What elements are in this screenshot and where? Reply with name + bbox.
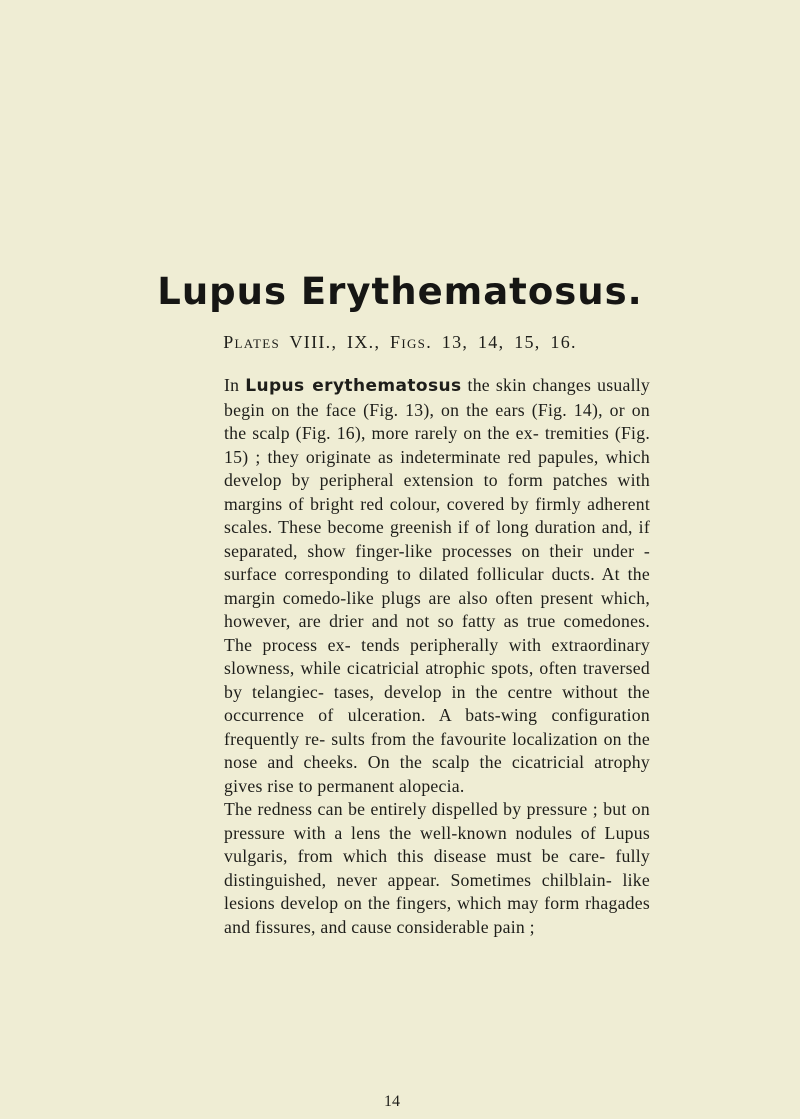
body-text (224, 374, 650, 939)
page-title: Lupus Erythematosus. (157, 270, 643, 313)
bold-term-lupus-erythematosus: Lupus erythematosus (245, 376, 462, 396)
paragraph-2: The redness can be entirely dispelled by pressure ; but on pressure with a lens the well-known nodules of Lupus vulgaris, from which this disease must be care- fully distinguished, never appear. Sometimes chilblain- like lesions develop on the fingers, which may form rhagades and fissures, and cause considerable pain ; (224, 799, 650, 937)
page-number: 14 (384, 1093, 400, 1110)
paragraph-1-text: the skin changes usually begin on the face (Fig. 13), on the ears (Fig. 14), or on the scalp (Fig. 16), more rarely on the ex- tremities (Fig. 15) ; they originate as indeterminate red papules, which develop by peripheral extension to form patches with margins of bright red colour, covered by firmly adherent scales. These become greenish if of long duration and, if separated, show finger-like processes on their under - surface corresponding to dilated follicular ducts. At the margin comedo-like plugs are also often present which, however, are drier and not so fatty as true comedones. The process ex- tends peripherally with extraordinary slowness, while cicatricial atrophic spots, often traversed by telangiec- tases, develop in the centre without the occurrence of ulceration. A bats-wing configuration frequently re- sults from the favourite localization on the nose and cheeks. On the scalp the cicatricial atrophy gives rise to permanent alopecia. (224, 375, 650, 796)
paragraph-1-lead-word: In (224, 375, 240, 395)
plate-reference-subtitle: Plates VIII., IX., Figs. 13, 14, 15, 16. (223, 332, 577, 352)
paragraph-1 (224, 374, 650, 798)
